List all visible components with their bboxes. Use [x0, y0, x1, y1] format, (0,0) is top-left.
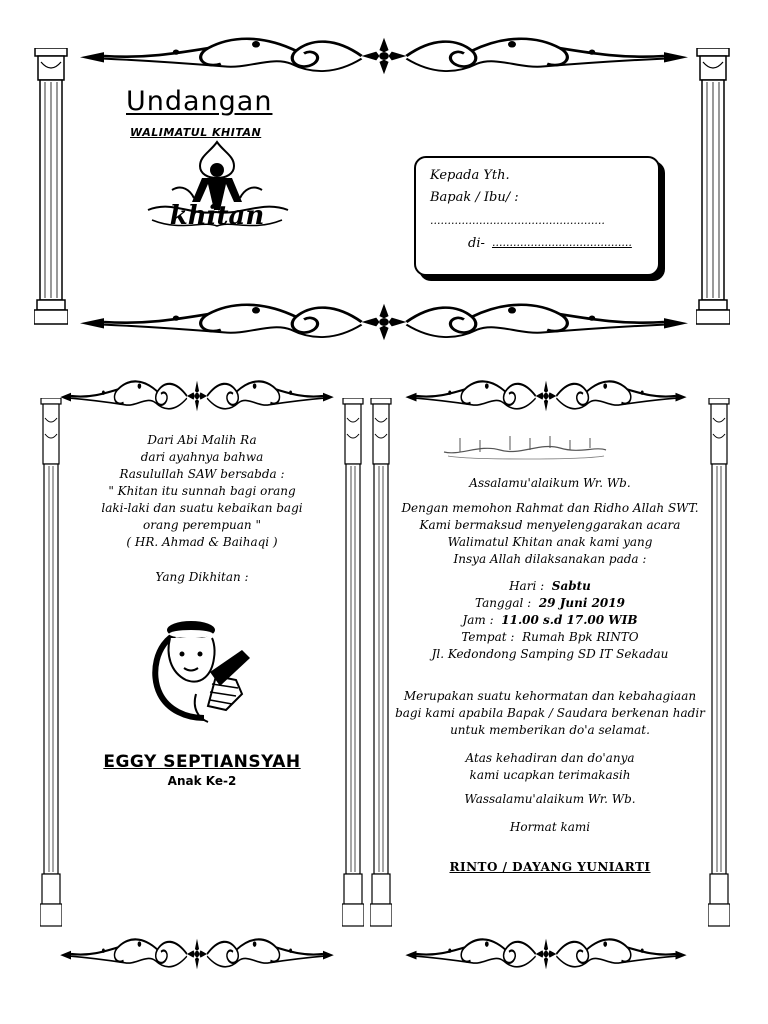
child-name: EGGY SEPTIANSYAH	[103, 752, 301, 772]
ornament-left-bottom	[42, 934, 352, 974]
ornament-right-bottom	[386, 934, 706, 974]
intro-line: Dengan memohon Rahmat dan Ridho Allah SWT.	[401, 501, 699, 515]
thanks-line: Atas kehadiran dan do'anya	[465, 751, 635, 765]
day-value: Sabtu	[551, 579, 591, 593]
signatories: RINTO / DAYANG YUNIARTI	[449, 860, 651, 874]
place-value: Rumah Bpk RINTO	[522, 630, 639, 644]
detail-time	[392, 612, 708, 629]
detail-address: Jl. Kedondong Samping SD IT Sekadau	[431, 647, 669, 661]
detail-date	[392, 595, 708, 612]
pillar-left	[34, 48, 68, 328]
dikhitan-label: Yang Dikhitan :	[155, 570, 249, 584]
closing: Wassalamu'alaikum Wr. Wb.	[464, 792, 636, 806]
hadith-line: orang perempuan "	[143, 518, 261, 532]
hadith-line: Rasulullah SAW bersabda :	[119, 467, 285, 481]
day-label: Hari :	[509, 579, 545, 593]
pillar-right	[696, 48, 730, 328]
child-illustration	[146, 614, 256, 724]
child-order: Anak Ke-2	[167, 774, 237, 788]
regards: Hormat kami	[509, 820, 591, 834]
honor-line: bagi kami apabila Bapak / Saudara berkenan hadir	[395, 706, 705, 720]
pillar-right-panel-left	[370, 398, 392, 928]
pillar-left-panel-right	[342, 398, 364, 928]
honor-line: Merupakan suatu kehormatan dan kebahagiaan	[403, 689, 697, 703]
hadith-line: laki-laki dan suatu kebaikan bagi	[101, 501, 303, 515]
greeting: Assalamu'alaikum Wr. Wb.	[469, 476, 631, 490]
hadith-line: ( HR. Ahmad & Baihaqi )	[126, 535, 278, 549]
address-recipient: Bapak / Ibu/ :	[430, 190, 519, 205]
intro-line: Kami bermaksud menyelenggarakan acara	[419, 518, 681, 532]
bismillah-calligraphy	[440, 434, 610, 460]
khitan-logo	[142, 140, 292, 240]
time-label: Jam :	[462, 613, 494, 627]
hadith-line: " Khitan itu sunnah bagi orang	[108, 484, 296, 498]
detail-day	[392, 578, 708, 595]
address-box	[414, 156, 660, 276]
event-details	[392, 578, 708, 663]
thanks-line: kami ucapkan terimakasih	[469, 768, 631, 782]
honor-text	[386, 688, 714, 739]
address-di-dots: ........................................	[492, 236, 632, 249]
intro-text	[388, 500, 712, 568]
honor-line: untuk memberikan do'a selamat.	[450, 723, 650, 737]
ornament-right-top	[386, 376, 706, 416]
ornament-left-top	[42, 376, 352, 416]
invitation-title: Undangan	[126, 86, 273, 117]
ornament-border-top	[0, 36, 768, 76]
detail-place	[392, 629, 708, 646]
pillar-left-panel-left	[40, 398, 62, 928]
hadith-line: dari ayahnya bahwa	[140, 450, 264, 464]
thanks-text	[392, 750, 708, 784]
pillar-right-panel-right	[708, 398, 730, 928]
time-value: 11.00 s.d 17.00 WIB	[501, 613, 638, 627]
address-di-label: di-	[468, 236, 485, 251]
place-label: Tempat :	[461, 630, 515, 644]
hadith-text	[66, 432, 338, 551]
date-value: 29 Juni 2019	[538, 596, 625, 610]
khitan-logo-text: khitan	[169, 201, 265, 231]
invitation-subtitle: WALIMATUL KHITAN	[130, 126, 262, 139]
address-dots: ..................................................	[430, 214, 605, 227]
ornament-border-top-panel-bottom	[0, 302, 768, 342]
date-label: Tanggal :	[475, 596, 532, 610]
hadith-line: Dari Abi Malih Ra	[147, 433, 257, 447]
address-to: Kepada Yth.	[430, 168, 510, 183]
intro-line: Insya Allah dilaksanakan pada :	[453, 552, 647, 566]
intro-line: Walimatul Khitan anak kami yang	[447, 535, 653, 549]
